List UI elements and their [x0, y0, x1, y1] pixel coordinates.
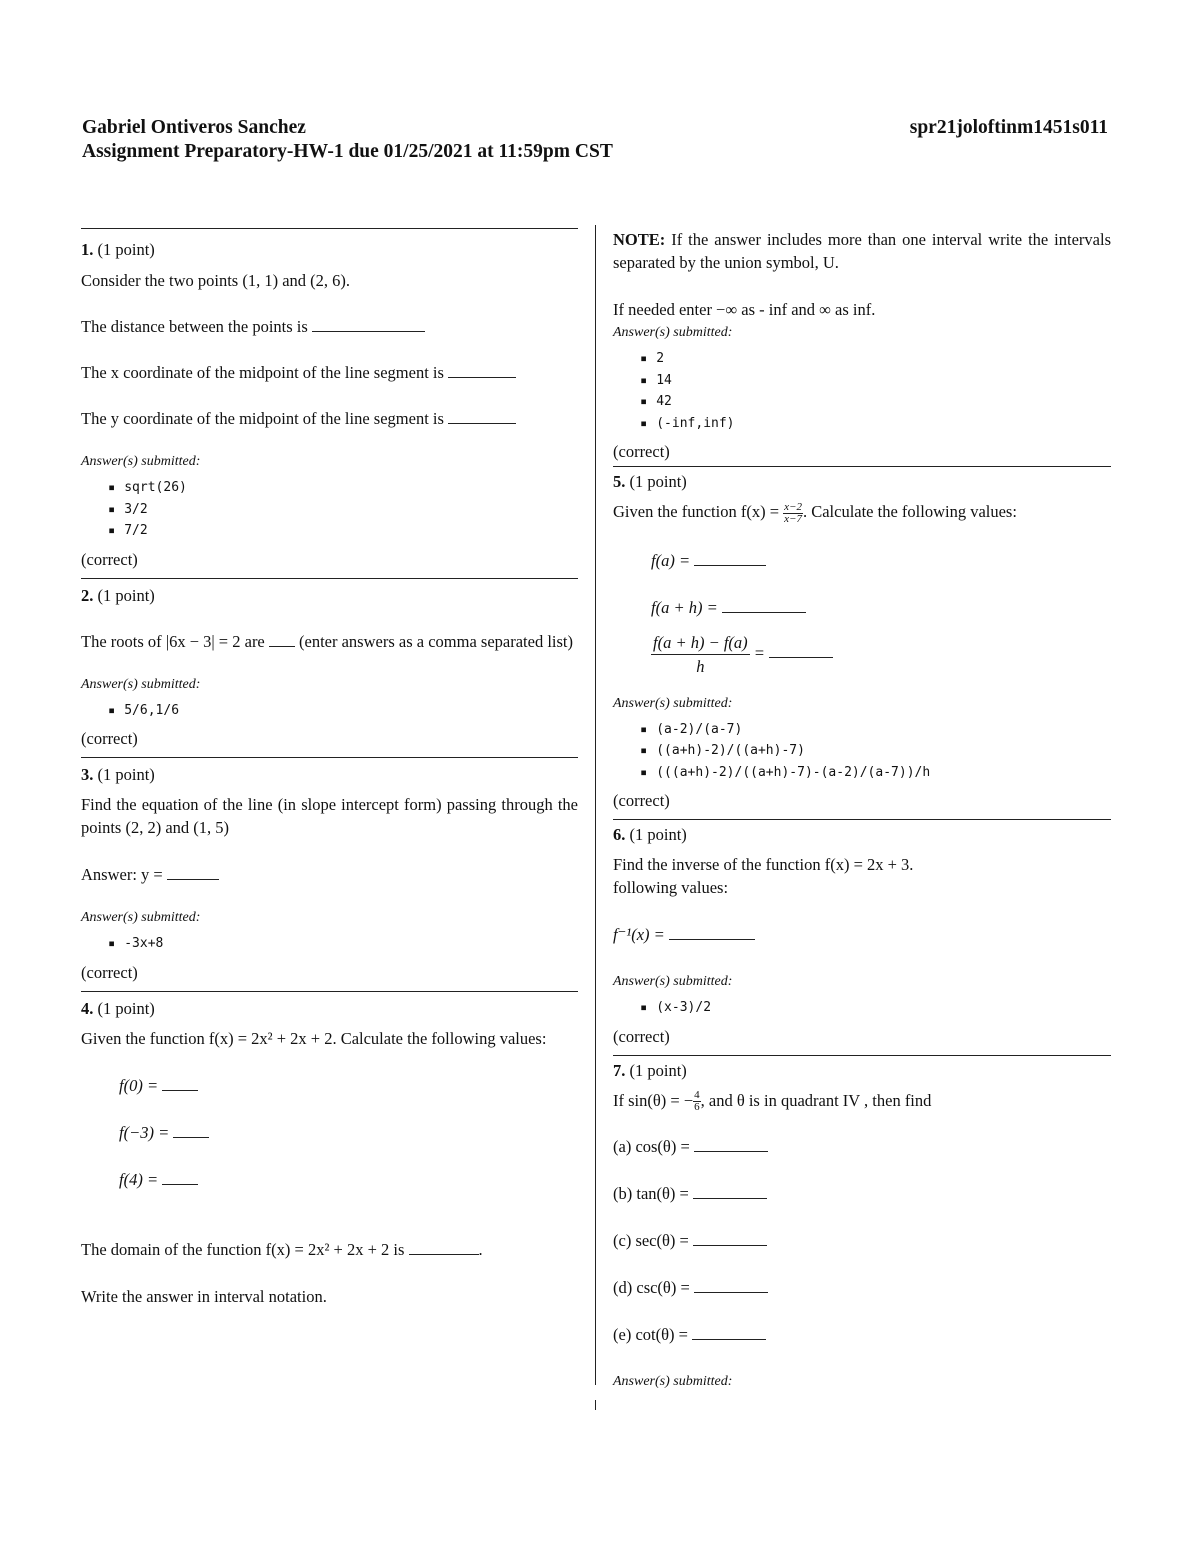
fraction-denominator: 6 [694, 1101, 700, 1114]
expression: f(0) = [119, 1075, 159, 1095]
answers-list [81, 933, 578, 955]
answer-blank[interactable] [694, 1139, 768, 1152]
problem-2 [81, 578, 578, 751]
answer-blank[interactable] [162, 1172, 198, 1185]
answers-list [81, 477, 578, 542]
answers-submitted-label: Answer(s) submitted: [81, 454, 201, 469]
answers-submitted-label: Answer(s) submitted: [613, 325, 733, 340]
problem-5 [613, 466, 1111, 812]
point-value: (1 point) [97, 240, 155, 259]
expression: f⁻¹(x) = [613, 925, 665, 945]
fraction [783, 502, 803, 525]
answer-blank[interactable] [269, 634, 295, 647]
answers-submitted-label: Answer(s) submitted: [613, 695, 733, 711]
part-a: (a) cos(θ) = [613, 1137, 690, 1157]
answer-item: ▪ -3x+8 [125, 933, 578, 955]
problem-3 [81, 757, 578, 984]
note-text: If the answer includes more than one interval write the intervals separated by the union symbol, U. [613, 230, 1112, 272]
problem-text: Find the equation of the line (in slope intercept form) passing through the points (2, 2) and (1, 5) [81, 795, 578, 837]
instruction-text: If needed enter −∞ as - inf and ∞ as inf. [613, 300, 876, 319]
answer-item: ▪ 7/2 [125, 520, 578, 542]
fraction [693, 1090, 701, 1113]
answer-blank[interactable] [769, 645, 833, 658]
answer-blank[interactable] [722, 600, 806, 613]
problem-intro: If sin(θ) = − [613, 1090, 694, 1110]
problem-intro: Find the inverse of the function f(x) = 2x + 3. [613, 855, 914, 875]
answer-item: ▪ 14 [657, 370, 1111, 392]
answer-item: ▪ 42 [657, 391, 1111, 413]
answer-item: ▪ 2 [657, 348, 1111, 370]
part-d: (d) csc(θ) = [613, 1278, 690, 1298]
instruction-text: Write the answer in interval notation. [81, 1286, 327, 1306]
answer-blank[interactable] [692, 1327, 766, 1340]
column-divider [595, 225, 596, 1385]
problem-intro: Consider the two points (1, 1) and (2, 6). [81, 271, 351, 290]
difference-quotient [651, 631, 750, 678]
problem-intro: Given the function f(x) = 2x² + 2x + 2. Calculate the following values: [81, 1028, 547, 1048]
right-column [613, 228, 1111, 1400]
point-value: (1 point) [97, 998, 155, 1018]
fraction-denominator: x−7 [784, 512, 802, 525]
expression: f(4) = [119, 1169, 159, 1189]
part-c: (c) sec(θ) = [613, 1231, 689, 1251]
problem-intro: . Calculate the following values: [802, 502, 1017, 521]
problem-number: 5. [613, 472, 626, 491]
answer-blank[interactable] [693, 1186, 767, 1199]
answers-submitted-label: Answer(s) submitted: [81, 910, 201, 925]
equals-sign: = [753, 643, 765, 662]
problem-1 [81, 228, 578, 571]
problem-intro: Given the function f(x) = [613, 502, 780, 521]
problem-number: 6. [613, 825, 626, 845]
point-value: (1 point) [629, 1060, 687, 1080]
expression: f(a + h) = [651, 597, 718, 617]
answer-blank[interactable] [694, 553, 766, 566]
problem-number: 1. [81, 240, 94, 259]
point-value: (1 point) [97, 765, 155, 784]
fraction-numerator: 4 [694, 1089, 700, 1102]
student-name: Gabriel Ontiveros Sanchez [82, 117, 306, 138]
note-label: NOTE: [613, 230, 666, 249]
point-value: (1 point) [629, 825, 687, 845]
problem-number: 2. [81, 585, 94, 605]
fraction-numerator: x−2 [784, 500, 802, 513]
answer-blank[interactable] [693, 1233, 767, 1246]
part-b: (b) tan(θ) = [613, 1184, 689, 1204]
fraction-numerator: f(a + h) − f(a) [651, 631, 750, 655]
problem-number: 7. [613, 1060, 626, 1080]
answer-blank[interactable] [312, 319, 425, 332]
problem-number: 3. [81, 765, 94, 784]
answer-item: ▪ (x-3)/2 [657, 997, 1111, 1019]
answers-submitted-label: Answer(s) submitted: [613, 1374, 733, 1390]
problem-6 [613, 819, 1111, 1048]
status-text: (correct) [81, 962, 138, 982]
problem-7 [613, 1055, 1111, 1394]
problem-text: The roots of |6x − 3| = 2 are [81, 631, 265, 651]
answer-item: ▪ 3/2 [125, 499, 578, 521]
question-text: The y coordinate of the midpoint of the line segment is [81, 409, 444, 428]
answer-item: ▪ sqrt(26) [125, 477, 578, 499]
answers-submitted-label: Answer(s) submitted: [81, 676, 201, 692]
answers-list [613, 997, 1111, 1019]
question-text: The distance between the points is [81, 317, 308, 336]
answers-list [613, 348, 1111, 434]
problem-4: 4. (1 point) Given the function f(x) = 2x² + 2x + 2. Calculate the following values: f(0) = f(−3) = f(4) = The domain of the function f(x) = 2x² + 2x + 2 is . Write the answer in interval notation. [81, 991, 578, 1308]
answer-prompt: Answer: y = [81, 865, 163, 884]
course-id: spr21joloftinm1451s011 [909, 117, 1108, 138]
domain-question: The domain of the function f(x) = 2x² + 2x + 2 is [81, 1239, 405, 1259]
status-text: (correct) [613, 1026, 670, 1046]
status-text: (correct) [613, 791, 670, 811]
answers-list [81, 700, 578, 722]
expression: f(−3) = [119, 1122, 170, 1142]
answer-item: ▪ 5/6,1/6 [125, 700, 578, 722]
assignment-title: Assignment Preparatory-HW-1 due 01/25/2021 at 11:59pm CST [82, 141, 613, 162]
answer-blank[interactable] [167, 867, 219, 880]
expression: f(a) = [651, 550, 691, 570]
answer-blank[interactable] [173, 1125, 209, 1138]
answer-blank[interactable] [448, 365, 516, 378]
answer-item: ▪ (((a+h)-2)/((a+h)-7)-(a-2)/(a-7))/h [657, 762, 1111, 784]
answers-submitted-label: Answer(s) submitted: [613, 974, 733, 990]
answer-item: ▪ (-inf,inf) [657, 413, 1111, 435]
page-number-mark [595, 1400, 596, 1410]
answer-blank[interactable] [409, 1242, 479, 1255]
status-text: (correct) [613, 442, 670, 461]
problem-intro: , and θ is in quadrant IV , then find [700, 1090, 932, 1110]
answer-blank[interactable] [669, 927, 755, 940]
point-value: (1 point) [629, 472, 687, 491]
question-text: The x coordinate of the midpoint of the line segment is [81, 363, 444, 382]
status-text: (correct) [81, 549, 138, 569]
answer-item: ▪ (a-2)/(a-7) [657, 719, 1111, 741]
point-value: (1 point) [97, 585, 155, 605]
part-e: (e) cot(θ) = [613, 1325, 688, 1345]
answers-list [613, 719, 1111, 784]
answer-item: ▪ ((a+h)-2)/((a+h)-7) [657, 740, 1111, 762]
answer-blank[interactable] [162, 1078, 198, 1091]
answer-blank[interactable] [694, 1280, 768, 1293]
problem-text: following values: [613, 878, 729, 898]
status-text: (correct) [81, 729, 138, 748]
fraction-denominator: h [696, 656, 705, 676]
problem-text: (enter answers as a comma separated list) [299, 631, 573, 651]
problem-number: 4. [81, 998, 94, 1018]
left-column [81, 228, 578, 1315]
answer-blank[interactable] [448, 411, 516, 424]
problem-4-continued [613, 228, 1111, 463]
